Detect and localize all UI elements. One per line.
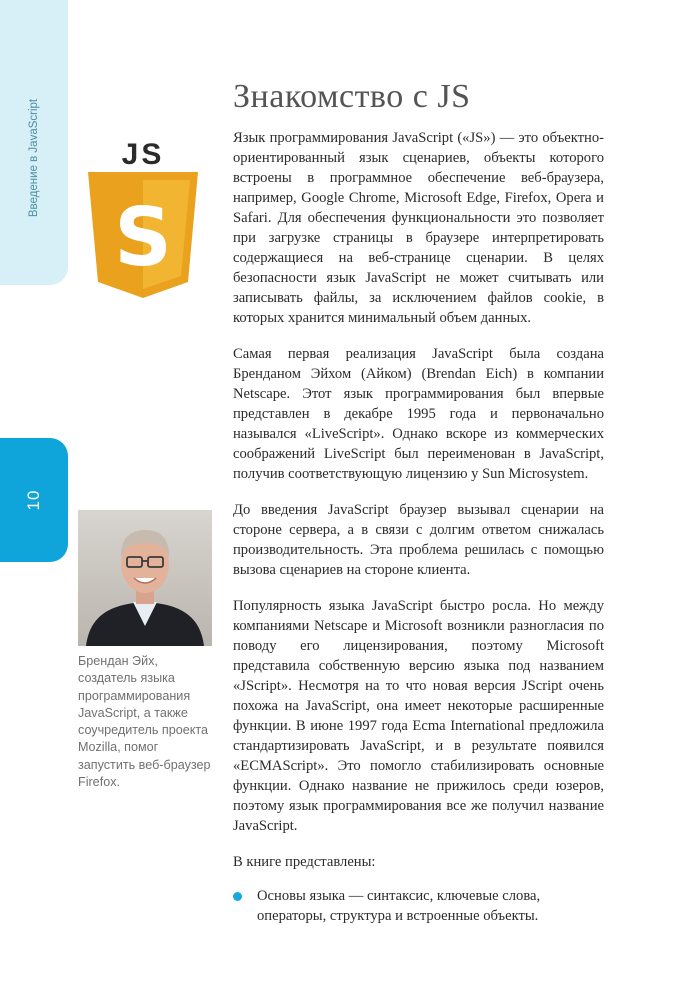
paragraph: До введения JavaScript браузер вызывал сценарии на стороне сервера, а в связи с долгим ответом снижалась производительность. Эта проблема решилась с помощью вызова сценариев на стороне клиента. <box>233 502 604 578</box>
portrait-image <box>78 510 212 646</box>
list-item <box>233 886 604 926</box>
javascript-logo <box>86 132 200 300</box>
paragraph: Популярность языка JavaScript быстро росла. Но между компаниями Netscape и Microsoft возникли разногласия по поводу его лицензирования, поэтому Microsoft представила собственную версию языка под названием «JScript». Несмотря на то что новая версия JScript очень похожа на JavaScript, она имеет некоторые расширенные функции. В июне 1997 года Ecma International предложила стандартизировать JavaScript, и в результате появился «ECMAScript». Это помогло стабилизировать основные функции. Однако название не прижилось среди юзеров, поэтому язык программирования все же получил название JavaScript. <box>233 598 604 834</box>
js-badge-text: JS <box>121 138 165 171</box>
paragraph: Язык программирования JavaScript («JS») — это объектно-ориентированный язык сценариев, объекты которого встроены в программное обеспечение веб-браузера, например, Google Chrome, Microsoft Edge, Firefox, Opera и Safari. Для обеспечения функциональности это позволяет при загрузке страницы в браузере интерпретировать содержащиеся на веб-странице сценарии. В целях безопасности язык JavaScript не может считывать или записывать файлы, за исключением файлов cookie, в которых хранится минимальный объем данных. <box>233 130 604 326</box>
chapter-side-tab <box>0 0 68 285</box>
js-shield-icon <box>86 132 200 300</box>
shield-glyph: S <box>114 191 172 284</box>
list-intro: В книге представлены: <box>233 854 376 870</box>
brendan-eich-photo <box>78 510 212 646</box>
page-title: Знакомство с JS <box>233 78 471 115</box>
article-body <box>233 128 604 926</box>
page-number: 10 <box>24 489 43 511</box>
paragraph: Самая первая реализация JavaScript была создана Бренданом Эйхом (Айком) (Brendan Eich) в компании Netscape. Этот язык программирования был впервые представлен в декабре 1995 года и первоначально назывался «LiveScript». Однако вскоре из коммерческих соображений LiveScript был переименован в JavaScript, получив соответствующую лицензию у Sun Microsystem. <box>233 346 604 482</box>
bullet-list <box>233 886 604 926</box>
chapter-label: Введение в JavaScript <box>28 98 40 218</box>
photo-caption: Брендан Эйх, создатель языка программирования JavaScript, а также соучредитель проекта Mozilla, помог запустить веб-браузер Firefox. <box>78 654 211 790</box>
bullet-icon <box>233 892 242 901</box>
list-item-text: Основы языка — синтаксис, ключевые слова, операторы, структура и встроенные объекты. <box>257 888 541 924</box>
page-number-tab <box>0 438 68 562</box>
